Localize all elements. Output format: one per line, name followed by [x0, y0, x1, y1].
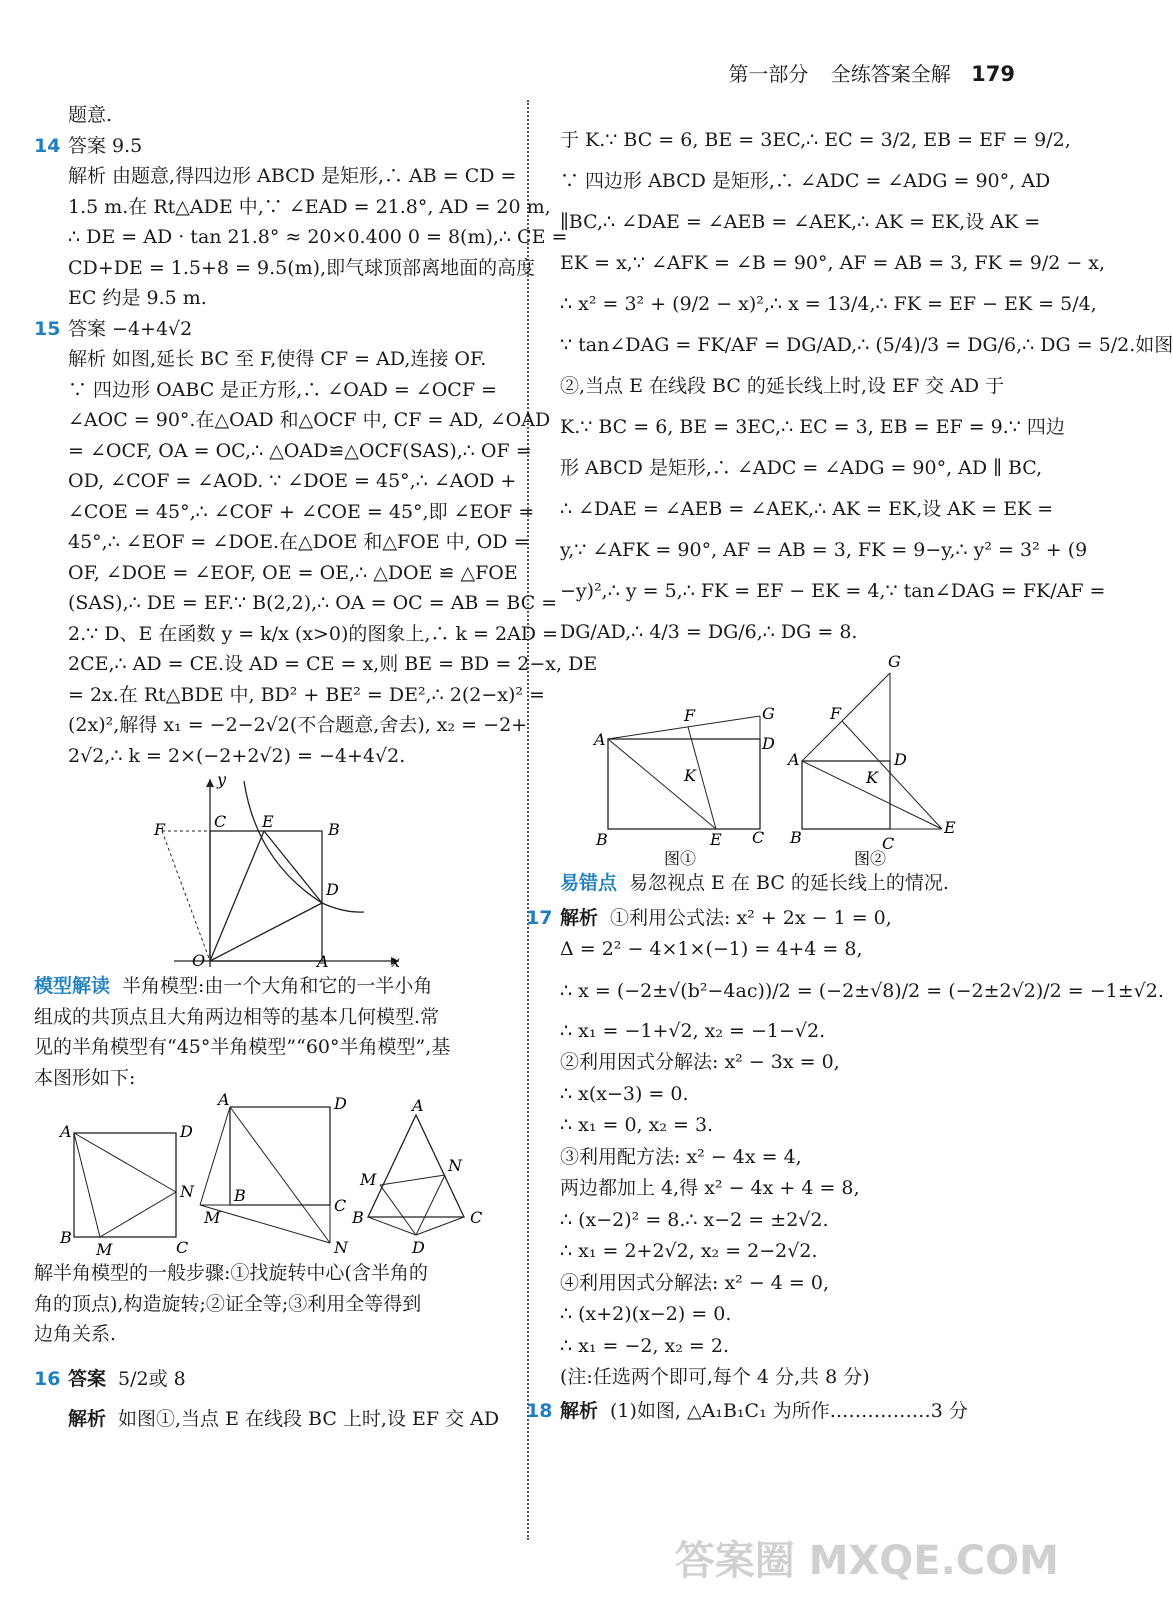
text-line: ∥BC,∴ ∠DAE = ∠AEB = ∠AEK,∴ AK = EK,设 AK = [560, 211, 1041, 233]
figure-2-caption: 图② [854, 849, 887, 868]
text-line: 形 ABCD 是矩形,∴ ∠ADC = ∠ADG = 90°, AD ∥ BC, [560, 457, 1043, 479]
svg-text:y: y [217, 770, 227, 789]
section-label: 第一部分 [728, 62, 809, 86]
text-line: ③利用配方法: x² − 4x = 4, [560, 1145, 802, 1168]
model-explanation: 模型解读 半角模型:由一个大角和它的一半小角 [34, 975, 433, 997]
svg-text:K: K [684, 766, 696, 785]
text-line: ∠COE = 45°,∴ ∠COF + ∠COE = 45°,即 ∠EOF = [68, 500, 535, 523]
svg-text:D: D [762, 734, 775, 753]
svg-text:C: C [214, 812, 227, 831]
svg-text:B: B [596, 830, 608, 849]
svg-text:F: F [154, 820, 166, 839]
text-line: 2√2,∴ k = 2×(−2+2√2) = −4+4√2. [68, 744, 406, 767]
watermark: 答案圈 MXQE.COM [674, 1538, 1059, 1584]
text-line: 两边都加上 4,得 x² − 4x + 4 = 8, [560, 1177, 860, 1199]
svg-text:B: B [328, 820, 340, 839]
question-number: 18 [526, 1399, 553, 1422]
svg-text:D: D [326, 880, 339, 899]
text-line: 解析 由题意,得四边形 ABCD 是矩形,∴ AB = CD = [68, 165, 517, 187]
error-prone-note: 易错点 易忽视点 E 在 BC 的延长线上的情况. [560, 872, 949, 894]
text-line: 见的半角模型有“45°半角模型”“60°半角模型”,基 [34, 1036, 451, 1058]
text-line: 2CE,∴ AD = CE.设 AD = CE = x,则 BE = BD = 2−x, DE [68, 653, 598, 675]
text-line: 本图形如下: [34, 1066, 136, 1089]
svg-text:B: B [352, 1208, 364, 1227]
svg-text:A: A [60, 1122, 72, 1141]
text-line: ∵ 四边形 ABCD 是矩形,∴ ∠ADC = ∠ADG = 90°, AD [560, 170, 1051, 192]
svg-text:A: A [788, 750, 800, 769]
text-line: Δ = 2² − 4×1×(−1) = 4+4 = 8, [560, 938, 863, 960]
text-line: OF, ∠DOE = ∠EOF, OE = OE,∴ △DOE ≌ △FOE [68, 561, 518, 584]
text-line: 1.5 m.在 Rt△ADE 中,∵ ∠EAD = 21.8°, AD = 20 m, [68, 195, 551, 218]
question-18-analysis: 18 解析 (1)如图, △A₁B₁C₁ 为所作.……………3 分 [526, 1394, 1020, 1428]
question-14-answer: 14 答案 9.5 [34, 131, 504, 162]
question-16-analysis: 解析 如图①,当点 E 在线段 BC 上时,设 EF 交 AD [68, 1408, 500, 1430]
svg-text:C: C [882, 834, 895, 853]
text-line: 于 K.∵ BC = 6, BE = 3EC,∴ EC = 3/2, EB = EF = 9/2, [560, 129, 1071, 151]
question-17-analysis: 17 解析 ①利用公式法: x² + 2x − 1 = 0, [526, 903, 1020, 935]
question-number: 15 [34, 317, 61, 340]
text-line: K.∵ BC = 6, BE = 3EC,∴ EC = 3, EB = EF = 9.∵ 四边 [560, 416, 1065, 438]
text-line: ∴ x₁ = −1+√2, x₂ = −1−√2. [560, 1019, 826, 1042]
text-line: 题意. [68, 104, 113, 126]
svg-text:E: E [944, 818, 956, 837]
svg-text:D: D [894, 750, 907, 769]
text-line: = 2x.在 Rt△BDE 中, BD² + BE² = DE²,∴ 2(2−x)² = [68, 683, 545, 706]
text-line: ②利用因式分解法: x² − 3x = 0, [560, 1051, 840, 1073]
svg-text:A: A [218, 1090, 230, 1109]
svg-text:A: A [594, 730, 606, 749]
svg-text:N: N [180, 1182, 194, 1201]
svg-text:G: G [762, 704, 775, 723]
svg-text:B: B [234, 1186, 246, 1205]
question-15-answer: 15 答案 −4+4√2 [34, 314, 504, 345]
svg-text:B: B [790, 828, 802, 847]
svg-text:x: x [391, 952, 401, 971]
figure-1-caption: 图① [664, 849, 697, 868]
text-line: DG/AD,∴ 4/3 = DG/6,∴ DG = 8. [560, 621, 858, 643]
svg-text:F: F [684, 706, 696, 725]
question-number: 14 [34, 134, 61, 157]
q16-figures [560, 653, 1020, 868]
text-line: ∴ x₁ = −2, x₂ = 2. [560, 1334, 730, 1357]
page-header [728, 58, 1015, 87]
svg-text:M: M [204, 1208, 221, 1227]
text-line: 解半角模型的一般步骤:①找旋转中心(含半角的 [34, 1262, 428, 1284]
half-angle-model-figures [34, 1090, 504, 1259]
text-line: ∴ ∠DAE = ∠AEB = ∠AEK,∴ AK = EK,设 AK = EK = [560, 498, 1054, 520]
svg-text:N: N [448, 1156, 462, 1175]
svg-text:D: D [180, 1122, 193, 1141]
text-line: (注:任选两个即可,每个 4 分,共 8 分) [560, 1366, 870, 1388]
text-line: ②,当点 E 在线段 BC 的延长线上时,设 EF 交 AD 于 [560, 375, 1005, 397]
text-line: = ∠OCF, OA = OC,∴ △OAD≌△OCF(SAS),∴ OF = [68, 439, 532, 462]
svg-text:E: E [710, 830, 722, 849]
svg-text:A: A [412, 1096, 424, 1115]
text-line: OD, ∠COF = ∠AOD. ∵ ∠DOE = 45°,∴ ∠AOD + [68, 470, 517, 492]
svg-text:E: E [262, 812, 274, 831]
text-line: ∴ x² = 3² + (9/2 − x)²,∴ x = 13/4,∴ FK = EF − EK = 5/4, [560, 293, 1097, 315]
svg-text:N: N [334, 1238, 348, 1257]
text-line: ∴ x = (−2±√(b²−4ac))/2 = (−2±√8)/2 = (−2±2√2)/2 = −1±√2. [560, 979, 1164, 1002]
page-number: 179 [971, 62, 1015, 86]
text-line: ∴ x₁ = 0, x₂ = 3. [560, 1114, 714, 1136]
svg-text:M: M [360, 1170, 377, 1189]
text-line: (SAS),∴ DE = EF.∵ B(2,2),∴ OA = OC = AB = BC = [68, 592, 558, 614]
model-label: 模型解读 [34, 975, 111, 997]
text-line: 45°,∴ ∠EOF = ∠DOE.在△DOE 和△FOE 中, OD = [68, 531, 530, 553]
text-line: 解析 如图,延长 BC 至 F,使得 CF = AD,连接 OF. [68, 348, 487, 370]
svg-text:F: F [830, 704, 842, 723]
question-16-answer: 16 答案 5/2或 8 [34, 1364, 504, 1395]
question-number: 16 [34, 1367, 61, 1390]
text-line: 2.∵ D、E 在函数 y = k/x (x>0)的图象上,∴ k = 2AD = [68, 622, 558, 645]
text-line: 边角关系. [34, 1323, 117, 1345]
text-line: ∵ 四边形 OABC 是正方形,∴ ∠OAD = ∠OCF = [68, 378, 497, 401]
book-title: 全练答案全解 [830, 62, 951, 86]
text-line: ∴ (x−2)² = 8.∴ x−2 = ±2√2. [560, 1208, 829, 1231]
text-line: 组成的共顶点且大角两边相等的基本几何模型.常 [34, 1005, 440, 1028]
svg-text:C: C [176, 1238, 189, 1257]
text-line: ∴ x(x−3) = 0. [560, 1082, 689, 1105]
text-line: ∠AOC = 90°.在△OAD 和△OCF 中, CF = AD, ∠OAD [68, 409, 551, 431]
text-line: 角的顶点),构造旋转;②证全等;③利用全等得到 [34, 1292, 422, 1315]
svg-text:O: O [192, 951, 206, 970]
svg-text:C: C [752, 828, 765, 847]
text-line: ④利用因式分解法: x² − 4 = 0, [560, 1271, 829, 1294]
text-line: ∴ x₁ = 2+2√2, x₂ = 2−2√2. [560, 1240, 818, 1262]
text-line: −y)²,∴ y = 5,∴ FK = EF − EK = 4,∵ tan∠DAG = FK/AF = [560, 580, 1106, 602]
text-line: EC 约是 9.5 m. [68, 287, 207, 309]
text-line: ∴ (x+2)(x−2) = 0. [560, 1303, 732, 1325]
text-line: ∴ DE = AD · tan 21.8° ≈ 20×0.400 0 = 8(m),∴ CE = [68, 226, 568, 248]
svg-text:M: M [96, 1240, 113, 1259]
svg-text:A: A [317, 952, 329, 971]
svg-text:K: K [866, 768, 878, 787]
right-column [526, 100, 1173, 1428]
svg-text:C: C [470, 1208, 483, 1227]
svg-text:D: D [412, 1238, 425, 1257]
text-line: y,∵ ∠AFK = 90°, AF = AB = 3, FK = 9−y,∴ y² = 3² + (9 [560, 539, 1088, 561]
svg-text:C: C [334, 1196, 347, 1215]
text-line: ∵ tan∠DAG = FK/AF = DG/AD,∴ (5/4)/3 = DG/6,∴ DG = 5/2.如图 [560, 334, 1173, 356]
text-line: (2x)²,解得 x₁ = −2−2√2(不合题意,舍去), x₂ = −2+ [68, 714, 528, 736]
text-line: EK = x,∵ ∠AFK = ∠B = 90°, AF = AB = 3, FK = 9/2 − x, [560, 252, 1106, 274]
svg-text:B: B [60, 1228, 72, 1247]
q15-coordinate-figure [34, 771, 504, 971]
error-label: 易错点 [560, 872, 618, 894]
question-number: 17 [526, 906, 553, 929]
text-line: CD+DE = 1.5+8 = 9.5(m),即气球顶部离地面的高度 [68, 256, 536, 279]
svg-text:D: D [334, 1094, 347, 1113]
svg-text:G: G [888, 652, 901, 671]
